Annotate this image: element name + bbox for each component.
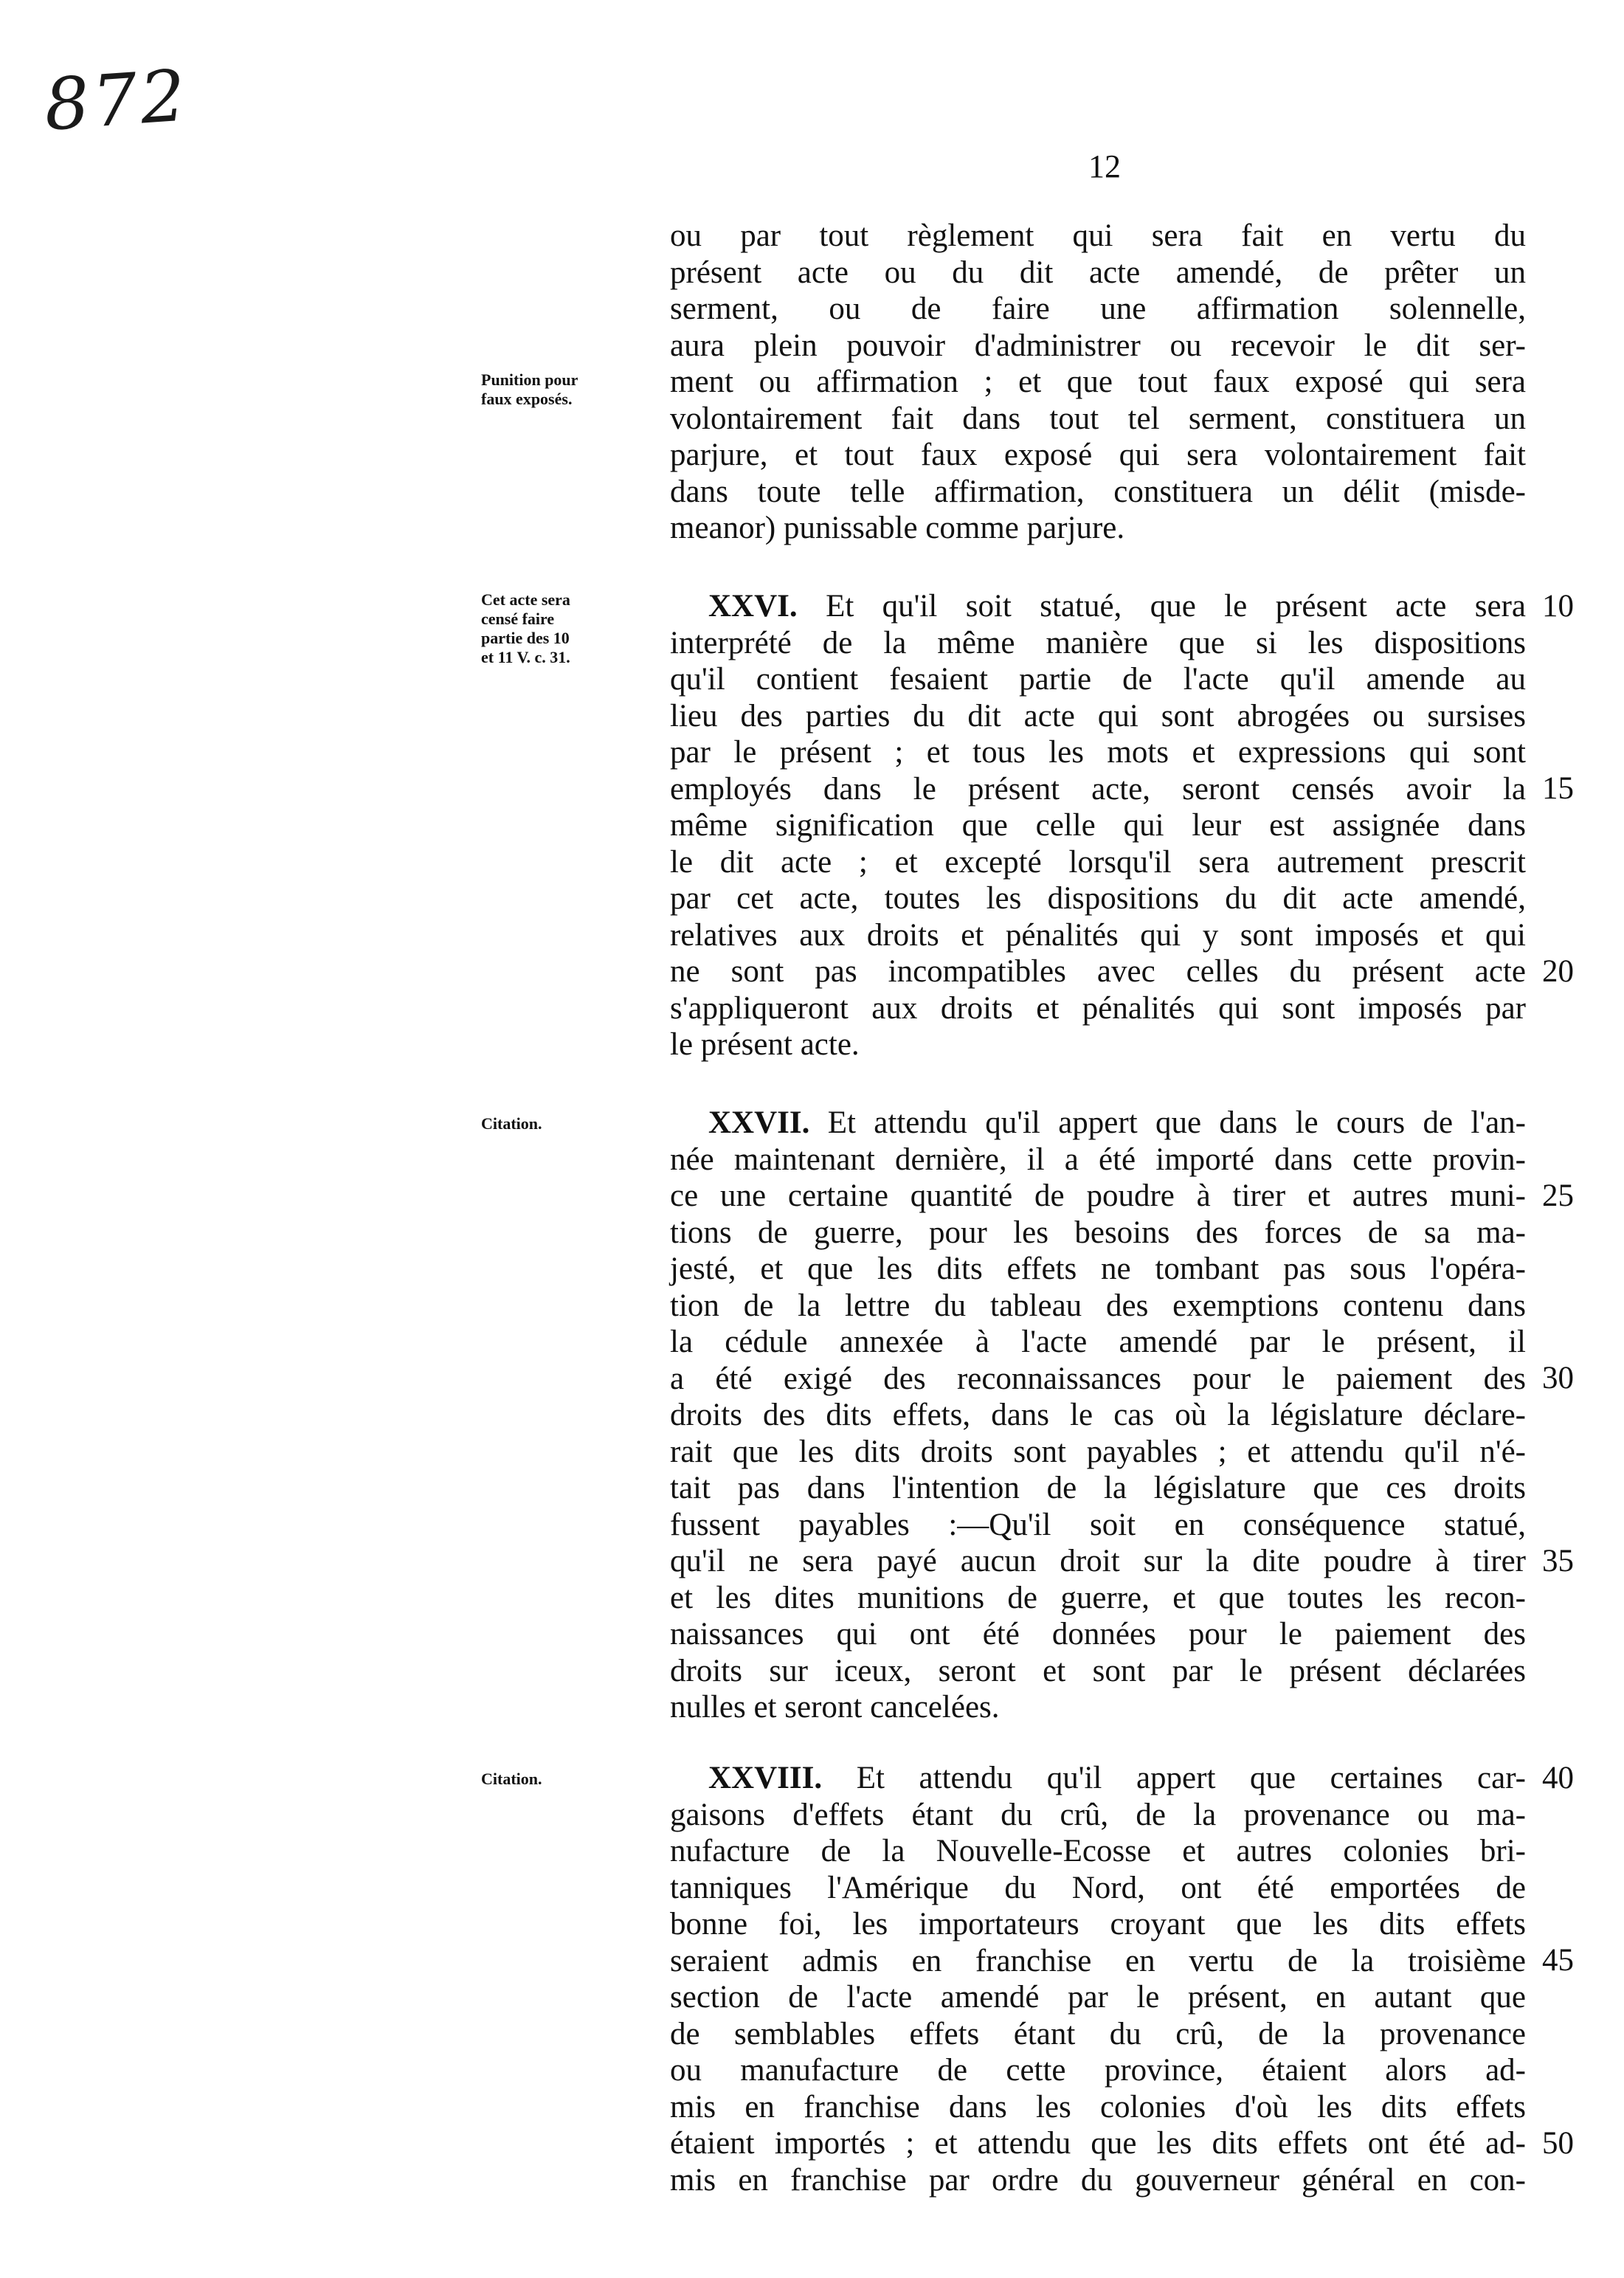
text-line: même signification que celle qui leur est assignée dans <box>670 808 1526 843</box>
text-line: bonne foi, les importateurs croyant que les dits effets <box>670 1907 1526 1942</box>
text-line: présent acte ou du dit acte amendé, de prêter un <box>670 255 1526 290</box>
text-line: relatives aux droits et pénalités qui y sont imposés et qui <box>670 917 1526 953</box>
text-line: tait pas dans l'intention de la législature que ces droits <box>670 1471 1526 1505</box>
text-line: le présent acte. <box>670 1027 860 1062</box>
line-number: 45 <box>1542 1943 1574 1978</box>
text-line: XXVI. Et qu'il soit statué, que le présent acte sera <box>708 589 1527 624</box>
text-line: aura plein pouvoir d'administrer ou recevoir le dit ser- <box>670 328 1526 363</box>
text-line: XXVII. Et attendu qu'il appert que dans le cours de l'an- <box>708 1105 1527 1140</box>
section-xxviii <box>670 1760 1526 2198</box>
text-line: et les dites munitions de guerre, et que toutes les recon- <box>670 1580 1526 1615</box>
text-line: s'appliqueront aux droits et pénalités qui sont imposés par <box>670 990 1526 1026</box>
text-line: mis en franchise dans les colonies d'où les dits effets <box>670 2089 1526 2125</box>
text-line: qu'il contient fesaient partie de l'acte qu'il amende au <box>670 662 1526 697</box>
paragraph-continuation <box>670 218 1526 547</box>
handwritten-page-number: 872 <box>41 54 191 147</box>
text-line: employés dans le présent acte, seront censés avoir la <box>670 771 1526 807</box>
text-line: a été exigé des reconnaissances pour le paiement des <box>670 1361 1526 1396</box>
section-number: XXVIII. <box>708 1761 823 1795</box>
text-line: droits des dits effets, dans le cas où la législature déclare- <box>670 1398 1526 1432</box>
text-line: serment, ou de faire une affirmation solennelle, <box>670 291 1526 326</box>
line-number: 25 <box>1542 1178 1574 1213</box>
text-line: tion de la lettre du tableau des exemptions contenu dans <box>670 1288 1526 1323</box>
line-number: 30 <box>1542 1361 1574 1395</box>
section-number: XXVI. <box>708 589 798 624</box>
text-line: nufacture de la Nouvelle-Ecosse et autres colonies bri- <box>670 1834 1526 1868</box>
text-line: née maintenant dernière, il a été importé dans cette provin- <box>670 1142 1526 1177</box>
line-number: 10 <box>1542 589 1574 624</box>
text-line: tions de guerre, pour les besoins des forces de sa ma- <box>670 1215 1526 1250</box>
text-line: naissances qui ont été données pour le paiement des <box>670 1617 1526 1651</box>
text-line: par le présent ; et tous les mots et expressions qui sont <box>670 735 1526 770</box>
text-line: jesté, et que les dits effets ne tombant pas sous l'opéra- <box>670 1252 1526 1286</box>
text-line: de semblables effets étant du crû, de la provenance <box>670 2016 1526 2051</box>
text-line: ne sont pas incompatibles avec celles du présent acte <box>670 954 1526 989</box>
text-line: le dit acte ; et excepté lorsqu'il sera autrement prescrit <box>670 844 1526 880</box>
line-number: 50 <box>1542 2126 1574 2161</box>
text-line: interprété de la même manière que si les dispositions <box>670 625 1526 660</box>
section-xxvii <box>670 1105 1526 1726</box>
margin-note: Citation. <box>481 1114 542 1133</box>
text-line: étaient importés ; et attendu que les dits effets ont été ad- <box>670 2126 1526 2161</box>
text-line: nulles et seront cancelées. <box>670 1690 1000 1725</box>
text-line: mis en franchise par ordre du gouverneur général en con- <box>670 2162 1526 2198</box>
text-line: parjure, et tout faux exposé qui sera volontairement fait <box>670 438 1526 472</box>
text-line: volontairement fait dans tout tel serment, constituera un <box>670 401 1526 436</box>
text-line: XXVIII. Et attendu qu'il appert que certaines car- <box>708 1761 1527 1795</box>
text-line: la cédule annexée à l'acte amendé par le présent, il <box>670 1325 1526 1359</box>
text-line: seraient admis en franchise en vertu de la troisième <box>670 1943 1526 1978</box>
section-xxvi <box>670 588 1526 1063</box>
line-number: 35 <box>1542 1544 1574 1578</box>
text-line: droits sur iceux, seront et sont par le présent déclarées <box>670 1653 1526 1688</box>
text-line: ou par tout règlement qui sera fait en vertu du <box>670 218 1526 253</box>
text-line: tanniques l'Amérique du Nord, ont été emportées de <box>670 1870 1526 1905</box>
margin-note: Punition pour faux exposés. <box>481 370 578 408</box>
page-number: 12 <box>1088 148 1121 184</box>
line-number: 20 <box>1542 954 1574 989</box>
text-line: meanor) punissable comme parjure. <box>670 511 1125 545</box>
text-line: ou manufacture de cette province, étaient alors ad- <box>670 2053 1526 2088</box>
text-line: dans toute telle affirmation, constituera un délit (misde- <box>670 474 1526 509</box>
text-line: rait que les dits droits sont payables ; et attendu qu'il n'é- <box>670 1434 1526 1469</box>
margin-note: Cet acte sera censé faire partie des 10 et 11 V. c. 31. <box>481 590 570 666</box>
line-number: 15 <box>1542 771 1574 806</box>
line-number: 40 <box>1542 1761 1574 1795</box>
text-line: gaisons d'effets étant du crû, de la provenance ou ma- <box>670 1797 1526 1832</box>
margin-note: Citation. <box>481 1770 542 1788</box>
text-line: ce une certaine quantité de poudre à tirer et autres muni- <box>670 1178 1526 1213</box>
text-line: section de l'acte amendé par le présent, en autant que <box>670 1980 1526 2015</box>
text-line: lieu des parties du dit acte qui sont abrogées ou sursises <box>670 698 1526 734</box>
section-number: XXVII. <box>708 1105 810 1140</box>
text-line: par cet acte, toutes les dispositions du dit acte amendé, <box>670 881 1526 916</box>
text-line: fussent payables :—Qu'il soit en conséquence statué, <box>670 1507 1526 1542</box>
text-line: ment ou affirmation ; et que tout faux exposé qui sera <box>670 365 1526 399</box>
text-line: qu'il ne sera payé aucun droit sur la dite poudre à tirer <box>670 1544 1526 1578</box>
